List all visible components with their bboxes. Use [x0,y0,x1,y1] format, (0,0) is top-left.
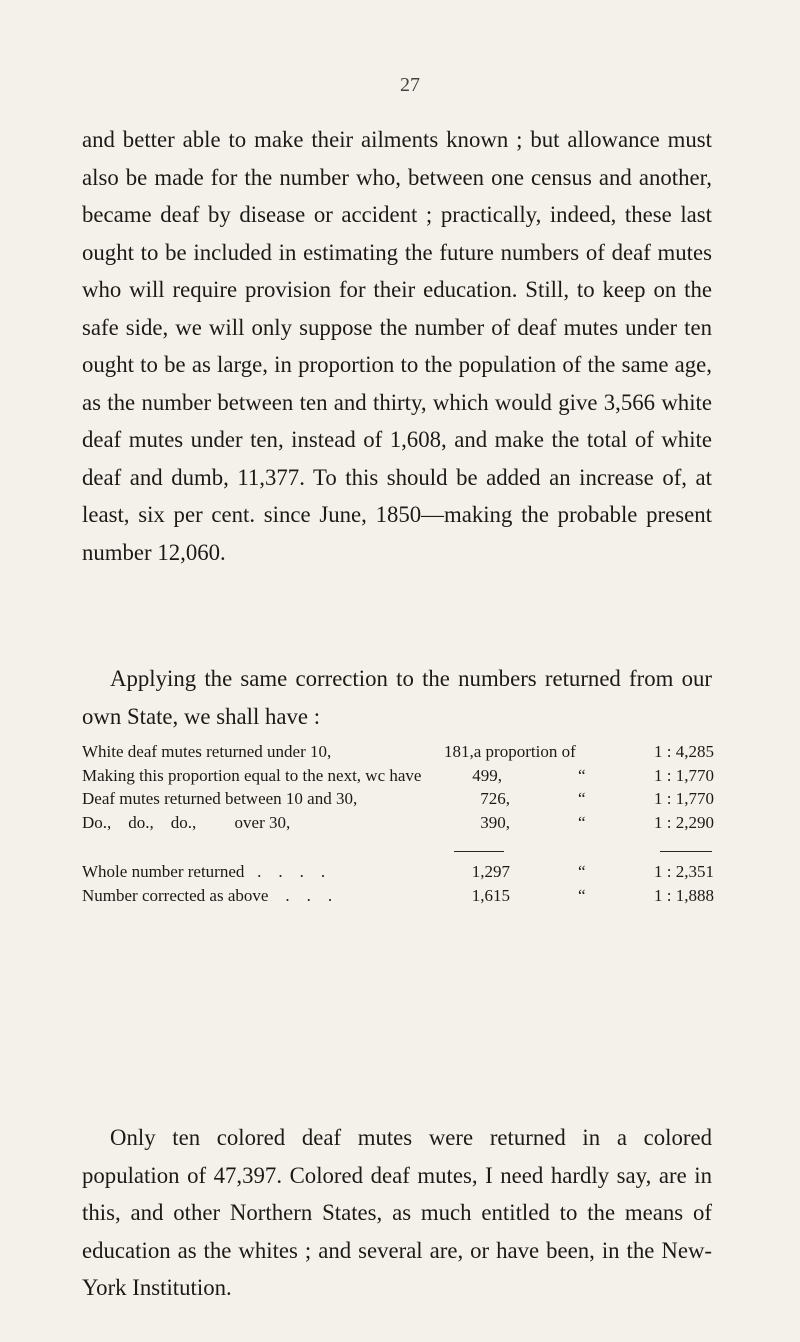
sum-rule-ratios [660,851,712,852]
page-number: 27 [400,74,420,96]
row-value: 181,a proportion of [444,742,576,761]
table-row [82,884,714,908]
row-label: Whole number returned . . . . [82,862,326,881]
table-spacer [82,834,714,860]
row-ditto: “ [578,862,586,881]
row-ditto: “ [578,885,586,905]
table-row [82,787,714,811]
table-row [82,740,714,764]
paragraph-2: Applying the same correction to the numbers returned from our own State, we shall have : [82,666,712,729]
row-value: 390, [480,812,510,832]
row-label: White deaf mutes returned under 10, [82,742,332,761]
row-label: Deaf mutes returned between 10 and 30, [82,789,358,808]
sum-rule-values [454,851,504,852]
row-label: Making this proportion equal to the next, wc have [82,765,422,785]
table-row [82,811,714,835]
row-ditto: “ [578,765,586,785]
paragraph-1: and better able to make their ailments known ; but allowance must also be made for the number who, between one census and another, became deaf by disease or accident ; practically, indeed, these last ought to be included in estimating the future numbers of deaf mutes who will require provision for their education. Still, to keep on the safe side, we will only suppose the number of deaf mutes under ten ought to be as large, in proportion to the population of the same age, as the number between ten and thirty, which would give 3,566 white deaf mutes under ten, instead of 1,608, and make the total of white deaf and dumb, 11,377. To this should be added an increase of, at least, six per cent. since June, 1850—making the probable present number 12,060. [82,127,712,565]
row-ditto: “ [578,789,586,808]
row-ratio: 1 : 1,770 [654,789,714,808]
row-label: Number corrected as above . . . [82,885,333,905]
row-ratio: 1 : 2,290 [654,812,714,832]
row-value: 499, [472,765,502,785]
row-ratio: 1 : 1,888 [654,885,714,905]
table-row [82,860,714,884]
statistics-table [82,740,714,907]
row-ditto: “ [578,812,586,832]
row-ratio: 1 : 1,770 [654,765,714,785]
row-ratio: 1 : 4,285 [654,742,714,761]
table-row [82,764,714,788]
row-value: 726, [480,789,510,808]
row-value: 1,615 [471,885,510,905]
row-ratio: 1 : 2,351 [654,862,714,881]
row-value: 1,297 [471,862,510,881]
row-label: Do., do., do., over 30, [82,812,291,832]
paragraph-3: Only ten colored deaf mutes were returned in a colored population of 47,397. Colored deaf mutes, I need hardly say, are in this, and other Northern States, as much entitled to the means of education as the whites ; and several are, or have been, in the New-York Institution. [82,1125,712,1300]
